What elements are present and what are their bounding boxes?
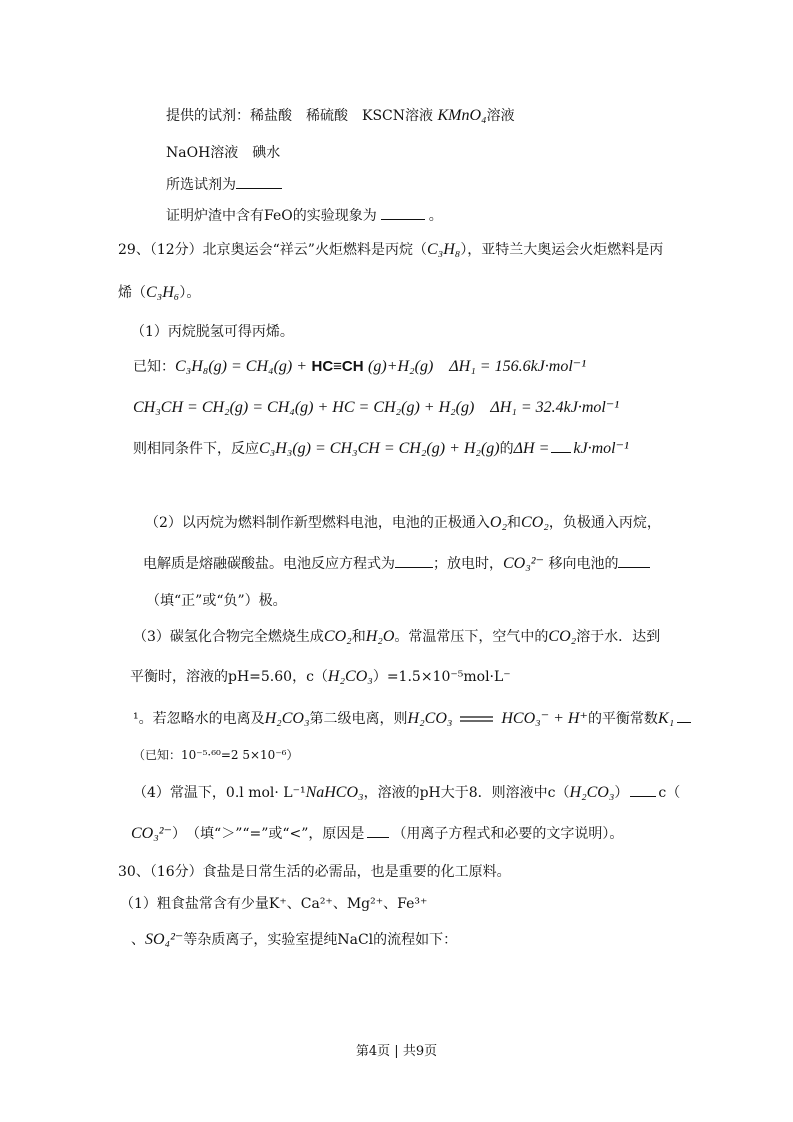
p4-text: （4）常温下，0.l mol· L⁻¹: [133, 785, 306, 801]
carbonate-formula: CO₃²⁻: [503, 555, 545, 572]
part-2-line-1: [145, 513, 661, 533]
bicarbonate-formula: HCO₃⁻ + H⁺: [501, 710, 588, 727]
known-label: 已知：: [133, 359, 175, 375]
p3-text-8: 的平衡常数: [587, 711, 658, 727]
unit: kJ·mol⁻¹: [573, 440, 629, 457]
answer-blank[interactable]: [381, 205, 425, 220]
feo-text: 证明炉渣中含有FeO的实验现象为: [166, 208, 377, 224]
eq1-rhs: (g)+H₂(g) ΔH₁ = 156.6kJ·mol⁻¹: [368, 358, 587, 375]
p2-text-2: ，负极通入丙烷，: [548, 515, 661, 531]
q29-text-3: 烯（: [118, 285, 146, 301]
water-formula: H₂O: [365, 628, 395, 645]
p4-text-4: c（: [658, 785, 681, 801]
equation-3: [133, 438, 629, 459]
and-text: 和: [351, 629, 366, 645]
q29-text-2: ），亚特兰大奥运会火炬燃料是丙: [460, 242, 664, 258]
co2-formula: CO₂: [521, 514, 549, 531]
part-3-line-1: [133, 627, 660, 647]
p4-text-2: ，溶液的pH大于8．则溶液中c（: [363, 785, 570, 801]
part-2-line-2: [143, 553, 650, 574]
reagents-line: [166, 106, 515, 126]
p3-text-4: 平衡时，溶液的pH=5.60，c（: [130, 669, 328, 685]
delta-h: ΔH =: [513, 440, 550, 457]
co2-formula: CO₂: [548, 628, 577, 645]
reagents-text: 提供的试剂：稀盐酸 稀硫酸 KSCN溶液: [166, 108, 434, 124]
kmno4-formula: KMnO₄: [437, 107, 487, 124]
p3-text-2: 。常温常压下，空气中的: [394, 629, 549, 645]
part-1-title: （1）丙烷脱氢可得丙烯。: [131, 324, 294, 340]
question-30-part-1: （1）粗食盐常含有少量K⁺、Ca²⁺、Mg²⁺、Fe³⁺: [120, 896, 428, 912]
p2-text-5: 移向电池的: [548, 556, 619, 572]
eq3-reaction: C₃H₃(g) = CH₃CH = CH₂(g) + H₂(g): [259, 440, 500, 457]
carbonic-acid-formula: H₂CO₃: [264, 710, 310, 727]
part-3-line-2: [130, 667, 511, 687]
chosen-reagent-text: 所选试剂为: [166, 177, 236, 193]
reagents-line-2: NaOH溶液 碘水: [166, 145, 281, 161]
comma: 、: [131, 932, 145, 948]
p4-text-6: （用离子方程式和必要的文字说明）。: [392, 826, 624, 842]
carbonate-formula: CO₃²⁻: [131, 825, 173, 842]
carbonic-acid-formula: H₂CO₃: [407, 710, 453, 727]
propene-formula: C₃H₆: [146, 284, 180, 301]
and-text: 和: [507, 515, 522, 531]
answer-blank[interactable]: [395, 553, 433, 568]
eq1-lhs: C₃H₈(g) = CH₄(g) +: [175, 358, 308, 375]
p2-text-3: 电解质是熔融碳酸盐。电池反应方程式为: [143, 556, 395, 572]
eq3-text-2: 的: [499, 441, 514, 457]
part-4-line-1: [133, 782, 680, 803]
sulfate-formula: SO₄²⁻: [145, 931, 184, 948]
carbonic-acid-formula: H₂CO₃: [569, 784, 615, 801]
solution-text: 溶液: [486, 108, 515, 124]
nahco3-formula: NaHCO₃: [305, 784, 364, 801]
p3-text-3: 溶于水．达到: [576, 629, 661, 645]
equation-2: CH₃CH = CH₂(g) = CH₄(g) + HC = CH₂(g) + H₂(g) ΔH₁ = 32.4kJ·mol⁻¹: [133, 399, 620, 416]
k1-symbol: K₁: [657, 710, 675, 727]
carbonic-acid-formula: H₂CO₃: [327, 668, 373, 685]
p4-text-3: ）: [614, 785, 629, 801]
answer-blank[interactable]: [551, 438, 571, 453]
p2-text-4: ；放电时，: [433, 556, 503, 572]
q29-text: 29、（12分）北京奥运会“祥云”火炬燃料是丙烷（: [118, 242, 427, 258]
p3-text: （3）碳氢化合物完全燃烧生成: [133, 629, 324, 645]
acetylene-formula: HC≡CH: [311, 358, 364, 375]
period: 。: [428, 208, 443, 224]
o2-formula: O₂: [489, 514, 508, 531]
p3-text-5: ）=1.5×10⁻⁵mol·L⁻: [372, 669, 511, 685]
co2-formula: CO₂: [323, 628, 352, 645]
page-footer: 第4页 | 共9页: [355, 1044, 438, 1059]
p3-text-6: ¹。若忽略水的电离及: [133, 711, 265, 727]
equation-1: [133, 357, 586, 377]
part-3-note: （已知：10⁻⁵·⁶⁰=2 5×10⁻⁶）: [133, 748, 299, 762]
answer-blank[interactable]: [677, 708, 691, 723]
q30-text: 等杂质离子，实验室提纯NaCl的流程如下：: [183, 932, 458, 948]
p2-text: （2）以丙烷为燃料制作新型燃料电池，电池的正极通入: [145, 515, 490, 531]
feo-phenomenon-line: [166, 205, 443, 226]
answer-blank[interactable]: [630, 782, 656, 797]
question-29-line-1: [118, 240, 663, 260]
part-4-line-2: [131, 823, 623, 844]
question-30-part-1-cont: [131, 930, 457, 950]
question-29-line-2: [118, 283, 200, 303]
p3-text-7: 第二级电离，则: [309, 711, 408, 727]
propane-formula: C₃H₈: [426, 241, 461, 258]
answer-blank[interactable]: [236, 174, 282, 189]
part-3-line-3: [133, 708, 691, 729]
equilibrium-arrow-icon: [459, 714, 495, 724]
part-2-line-3: （填“正”或“负”）极。: [146, 593, 287, 609]
answer-blank[interactable]: [618, 553, 650, 568]
eq3-text: 则相同条件下，反应: [133, 441, 259, 457]
question-30-title: 30、（16分）食盐是日常生活的必需品，也是重要的化工原料。: [118, 864, 511, 880]
chosen-reagent-line: [166, 174, 282, 195]
p4-text-5: ） （填“＞”“=”或“<”，原因是: [172, 826, 365, 842]
q29-text-4: ）。: [179, 285, 201, 301]
answer-blank[interactable]: [367, 823, 389, 838]
